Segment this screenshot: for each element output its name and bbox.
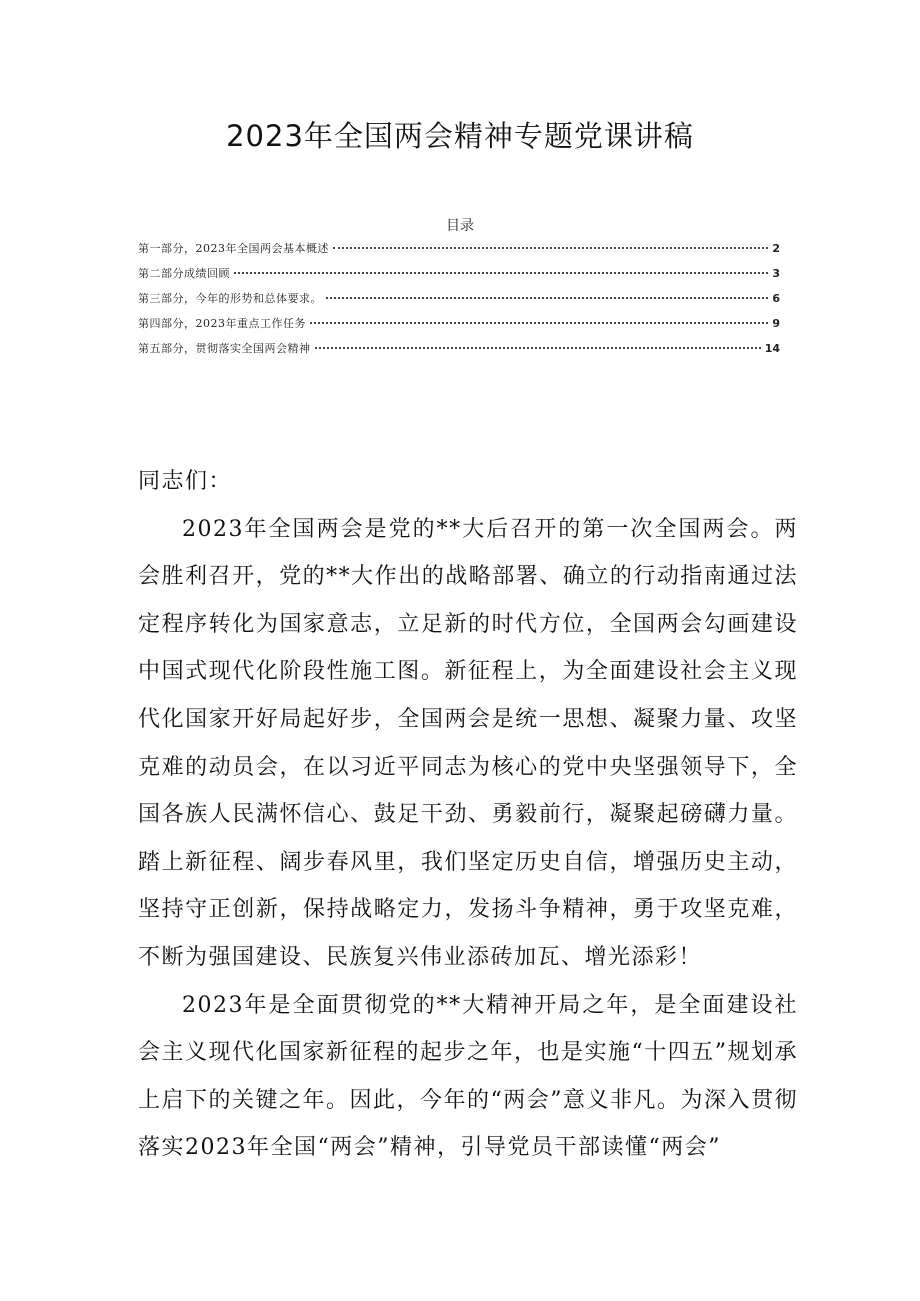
toc-page-number: 6	[772, 292, 780, 305]
body-paragraph: 2023年是全面贯彻党的**大精神开局之年，是全面建设社会主义现代化国家新征程的起步之年，也是实施“十四五”规划承上启下的关键之年。因此，今年的“两会”意义非凡。为深入贯彻落实2023年全国“两会”精神，引导党员干部读懂“两会”	[138, 992, 798, 1161]
document-title: 2023年全国两会精神专题党课讲稿	[226, 119, 694, 153]
toc-entry[interactable]	[138, 340, 780, 365]
toc-page-number: 3	[772, 267, 780, 280]
toc-entry[interactable]	[138, 290, 780, 315]
document-body	[138, 458, 798, 1172]
toc-dot-leader	[310, 322, 768, 324]
toc-dot-leader	[315, 347, 761, 349]
toc-entry-label: 第五部分，贯彻落实全国两会精神	[138, 342, 311, 355]
toc-heading: 目录	[446, 218, 474, 234]
table-of-contents	[138, 240, 780, 365]
toc-entry-label: 第三部分，今年的形势和总体要求。	[138, 292, 322, 305]
toc-entry[interactable]	[138, 265, 780, 290]
toc-entry-label: 第四部分，2023年重点工作任务	[138, 317, 306, 330]
body-paragraph: 2023年全国两会是党的**大后召开的第一次全国两会。两会胜利召开，党的**大作出的战略部署、确立的行动指南通过法定程序转化为国家意志，立足新的时代方位，全国两会勾画建设中国式现代化阶段性施工图。新征程上，为全面建设社会主义现代化国家开好局起好步，全国两会是统一思想、凝聚力量、攻坚克难的动员会，在以习近平同志为核心的党中央坚强领导下，全国各族人民满怀信心、鼓足干劲、勇毅前行，凝聚起磅礴力量。踏上新征程、阔步春风里，我们坚定历史自信，增强历史主动，坚持守正创新，保持战略定力，发扬斗争精神，勇于攻坚克难，不断为强国建设、民族复兴伟业添砖加瓦、增光添彩！	[138, 516, 798, 970]
toc-page-number: 2	[772, 242, 780, 255]
toc-dot-leader	[234, 272, 768, 274]
toc-entry-label: 第一部分，2023年全国两会基本概述	[138, 242, 329, 255]
toc-entry[interactable]	[138, 315, 780, 340]
toc-entry-label: 第二部分成绩回顾	[138, 267, 230, 280]
toc-entry[interactable]	[138, 240, 780, 265]
toc-dot-leader	[333, 247, 768, 249]
toc-dot-leader	[326, 297, 768, 299]
toc-page-number: 9	[772, 317, 780, 330]
toc-page-number: 14	[764, 342, 780, 355]
salutation: 同志们：	[138, 469, 233, 494]
